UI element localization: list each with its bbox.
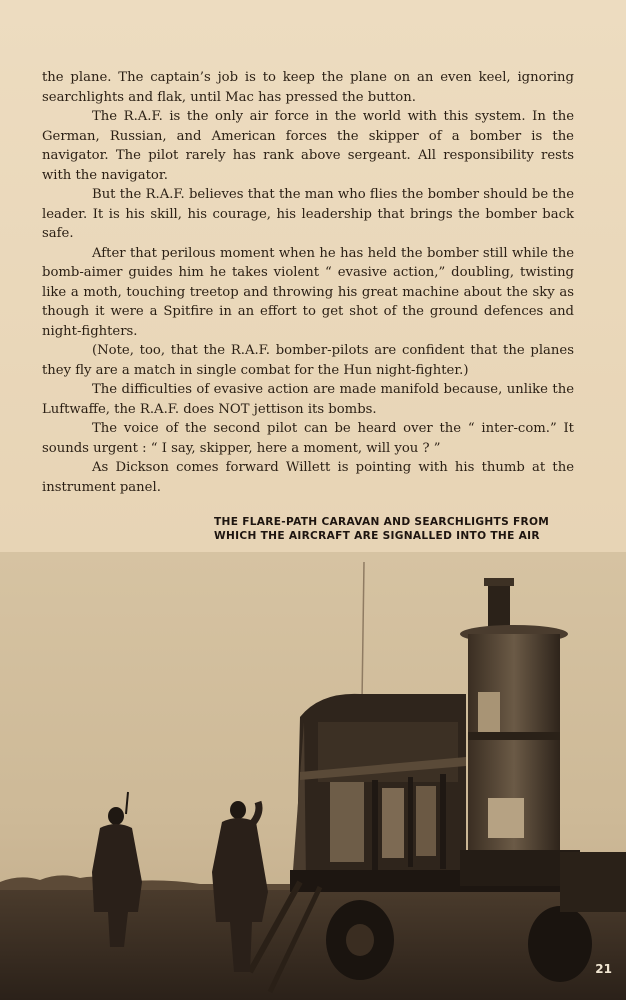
photo-caption <box>214 516 576 543</box>
paragraph: But the R.A.F. believes that the man who flies the bomber should be the leader. It is his skill, his courage, his leadership that brings the bomber back safe. <box>42 187 574 241</box>
paragraph: The R.A.F. is the only air force in the world with this system. In the German, Russian, and American forces the skipper of a bomber is the navigator. The pilot rarely has rank above sergeant. All responsibility rests with the navigator. <box>42 109 574 183</box>
paragraph: The difficulties of evasive action are made manifold because, unlike the Luftwaffe, the R.A.F. does NOT jettison its bombs. <box>42 382 574 417</box>
page-number: 21 <box>595 962 612 976</box>
caravan <box>292 694 466 888</box>
photograph-flare-path-caravan <box>0 552 626 1000</box>
generator-truck <box>560 852 626 912</box>
paragraph: the plane. The captain’s job is to keep the plane on an even keel, ignoring searchlights and flak, until Mac has pressed the button. <box>42 70 574 105</box>
paragraph: The voice of the second pilot can be heard over the “ inter-com.” It sounds urgent : “ I say, skipper, here a moment, will you ? ” <box>42 421 574 456</box>
photo-illustration <box>0 552 626 1000</box>
paragraph: After that perilous moment when he has held the bomber still while the bomb-aimer guides him he takes violent “ evasive action,” doubling, twisting like a moth, touching treetop and throwing his great machine about the sky as though it were a Spitfire in an effort to get shot of the ground defences and night-fighters. <box>42 245 574 339</box>
body-text <box>42 68 574 497</box>
caption-line: THE FLARE-PATH CARAVAN AND SEARCHLIGHTS FROM <box>214 516 550 528</box>
paragraph: As Dickson comes forward Willett is pointing with his thumb at the instrument panel. <box>42 460 574 495</box>
paragraph: (Note, too, that the R.A.F. bomber-pilots are confident that the planes they fly are a match in single combat for the Hun night-fighter.) <box>42 343 574 378</box>
caption-line: WHICH THE AIRCRAFT ARE SIGNALLED INTO THE AIR <box>214 529 540 542</box>
